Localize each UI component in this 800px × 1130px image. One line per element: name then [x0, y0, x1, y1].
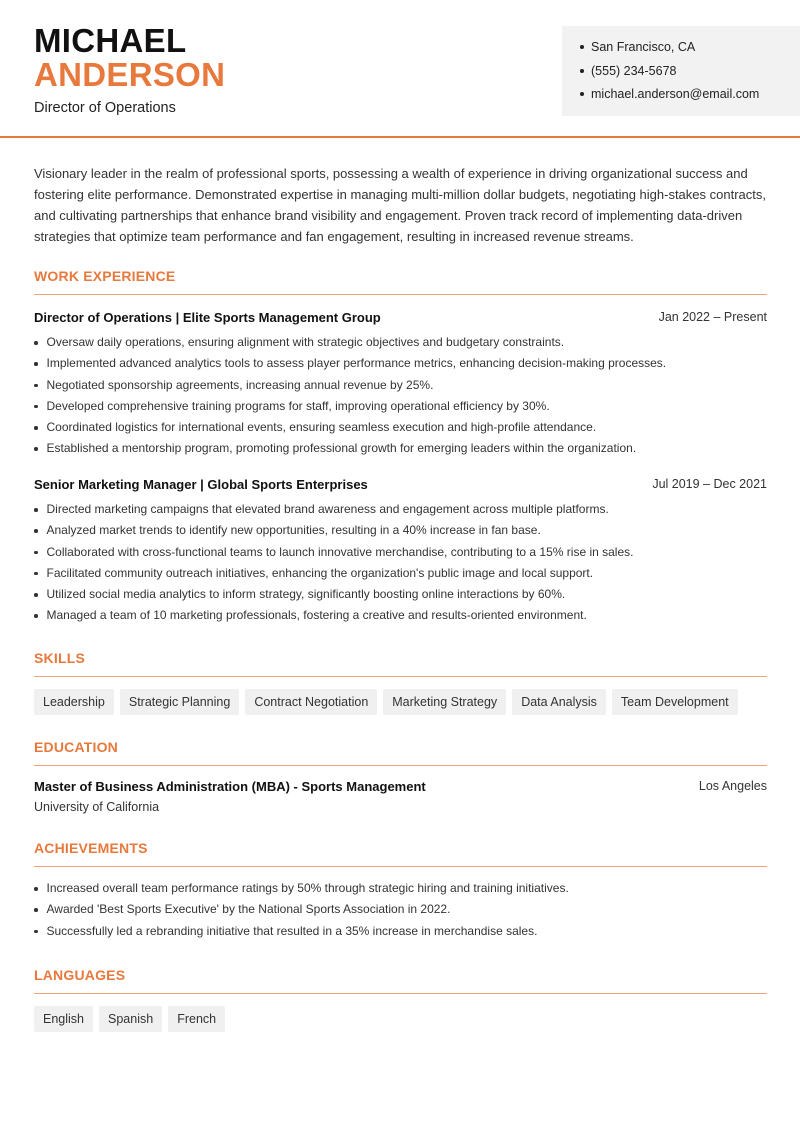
- bullet-icon: [34, 593, 38, 597]
- job-dates: Jan 2022 – Present: [658, 310, 767, 324]
- bullet-icon: [34, 362, 38, 366]
- bullet-icon: [34, 551, 38, 555]
- language-tag: French: [168, 1006, 225, 1032]
- list-item: Established a mentorship program, promoting professional growth for emerging leaders within the organization.: [34, 438, 774, 459]
- bullet-icon: [34, 887, 38, 891]
- list-item: Collaborated with cross-functional teams to launch innovative merchandise, contributing to a 15% rise in sales.: [34, 542, 774, 563]
- list-item: Facilitated community outreach initiatives, enhancing the organization's public image and local support.: [34, 563, 774, 584]
- bullet-icon: [580, 45, 584, 49]
- job-role: Senior Marketing Manager | Global Sports Enterprises: [34, 477, 368, 492]
- list-item: Directed marketing campaigns that elevated brand awareness and engagement across multiple platforms.: [34, 499, 774, 520]
- job-header: [34, 310, 767, 325]
- section-divider: [34, 676, 767, 677]
- education-header: [34, 779, 767, 794]
- bullet-icon: [34, 508, 38, 512]
- bullet-icon: [34, 572, 38, 576]
- section-title-education: EDUCATION: [34, 739, 118, 755]
- bullet-icon: [34, 405, 38, 409]
- job-bullets: [34, 499, 774, 627]
- degree: Master of Business Administration (MBA) - Sports Management: [34, 779, 426, 794]
- contact-location: San Francisco, CA: [580, 38, 800, 62]
- bullet-icon: [580, 69, 584, 73]
- list-item: Increased overall team performance ratings by 50% through strategic hiring and training initiatives.: [34, 878, 774, 899]
- contact-phone: (555) 234-5678: [580, 62, 800, 86]
- bullet-icon: [580, 92, 584, 96]
- list-item: Awarded 'Best Sports Executive' by the National Sports Association in 2022.: [34, 899, 774, 920]
- list-item: Implemented advanced analytics tools to assess player performance metrics, enhancing decision-making processes.: [34, 353, 774, 374]
- section-divider: [34, 866, 767, 867]
- resume-header: [0, 0, 800, 138]
- job-role: Director of Operations | Elite Sports Management Group: [34, 310, 381, 325]
- languages-list: [34, 1006, 225, 1032]
- school-name: University of California: [34, 800, 160, 814]
- professional-summary: Visionary leader in the realm of professional sports, possessing a wealth of experience in driving organizational success and fostering elite performance. Demonstrated expertise in managing multi-million dollar budgets, negotiating high-stakes contracts, and cultivating partnerships that enhance brand visibility and engagement. Proven track record of implementing data-driven strategies that optimize team performance and fan engagement, resulting in increased revenue streams.: [34, 166, 766, 244]
- contact-box: [562, 26, 800, 116]
- list-item: Utilized social media analytics to inform strategy, significantly boosting online interactions by 60%.: [34, 584, 774, 605]
- job-header: [34, 477, 767, 492]
- section-title-languages: LANGUAGES: [34, 967, 126, 983]
- bullet-icon: [34, 614, 38, 618]
- first-name: MICHAEL: [34, 22, 187, 59]
- list-item: Coordinated logistics for international events, ensuring seamless execution and high-profile attendance.: [34, 417, 774, 438]
- bullet-icon: [34, 908, 38, 912]
- skill-tag: Strategic Planning: [120, 689, 239, 715]
- contact-email: michael.anderson@email.com: [580, 85, 800, 109]
- list-item: Managed a team of 10 marketing professionals, fostering a creative and results-oriented environment.: [34, 605, 774, 626]
- skill-tag: Contract Negotiation: [245, 689, 377, 715]
- list-item: Oversaw daily operations, ensuring alignment with strategic objectives and budgetary constraints.: [34, 332, 774, 353]
- skills-list: [34, 689, 738, 715]
- list-item: Successfully led a rebranding initiative that resulted in a 35% increase in merchandise sales.: [34, 921, 774, 942]
- skill-tag: Data Analysis: [512, 689, 606, 715]
- job-title: Director of Operations: [34, 100, 176, 116]
- bullet-icon: [34, 341, 38, 345]
- list-item: Developed comprehensive training programs for staff, improving operational efficiency by 30%.: [34, 396, 774, 417]
- achievement-bullets: [34, 878, 774, 942]
- last-name: ANDERSON: [34, 56, 226, 93]
- education-location: Los Angeles: [698, 779, 767, 793]
- bullet-icon: [34, 930, 38, 934]
- list-item: Analyzed market trends to identify new opportunities, resulting in a 40% increase in fan base.: [34, 520, 774, 541]
- section-title-work: WORK EXPERIENCE: [34, 268, 176, 284]
- bullet-icon: [34, 529, 38, 533]
- section-divider: [34, 993, 767, 994]
- bullet-icon: [34, 447, 38, 451]
- section-title-achievements: ACHIEVEMENTS: [34, 840, 148, 856]
- section-title-skills: SKILLS: [34, 650, 85, 666]
- section-divider: [34, 765, 767, 766]
- skill-tag: Leadership: [34, 689, 114, 715]
- skill-tag: Marketing Strategy: [383, 689, 506, 715]
- section-divider: [34, 294, 767, 295]
- job-dates: Jul 2019 – Dec 2021: [652, 477, 767, 491]
- language-tag: English: [34, 1006, 93, 1032]
- bullet-icon: [34, 426, 38, 430]
- job-bullets: [34, 332, 774, 460]
- language-tag: Spanish: [99, 1006, 162, 1032]
- list-item: Negotiated sponsorship agreements, increasing annual revenue by 25%.: [34, 375, 774, 396]
- skill-tag: Team Development: [612, 689, 738, 715]
- bullet-icon: [34, 384, 38, 388]
